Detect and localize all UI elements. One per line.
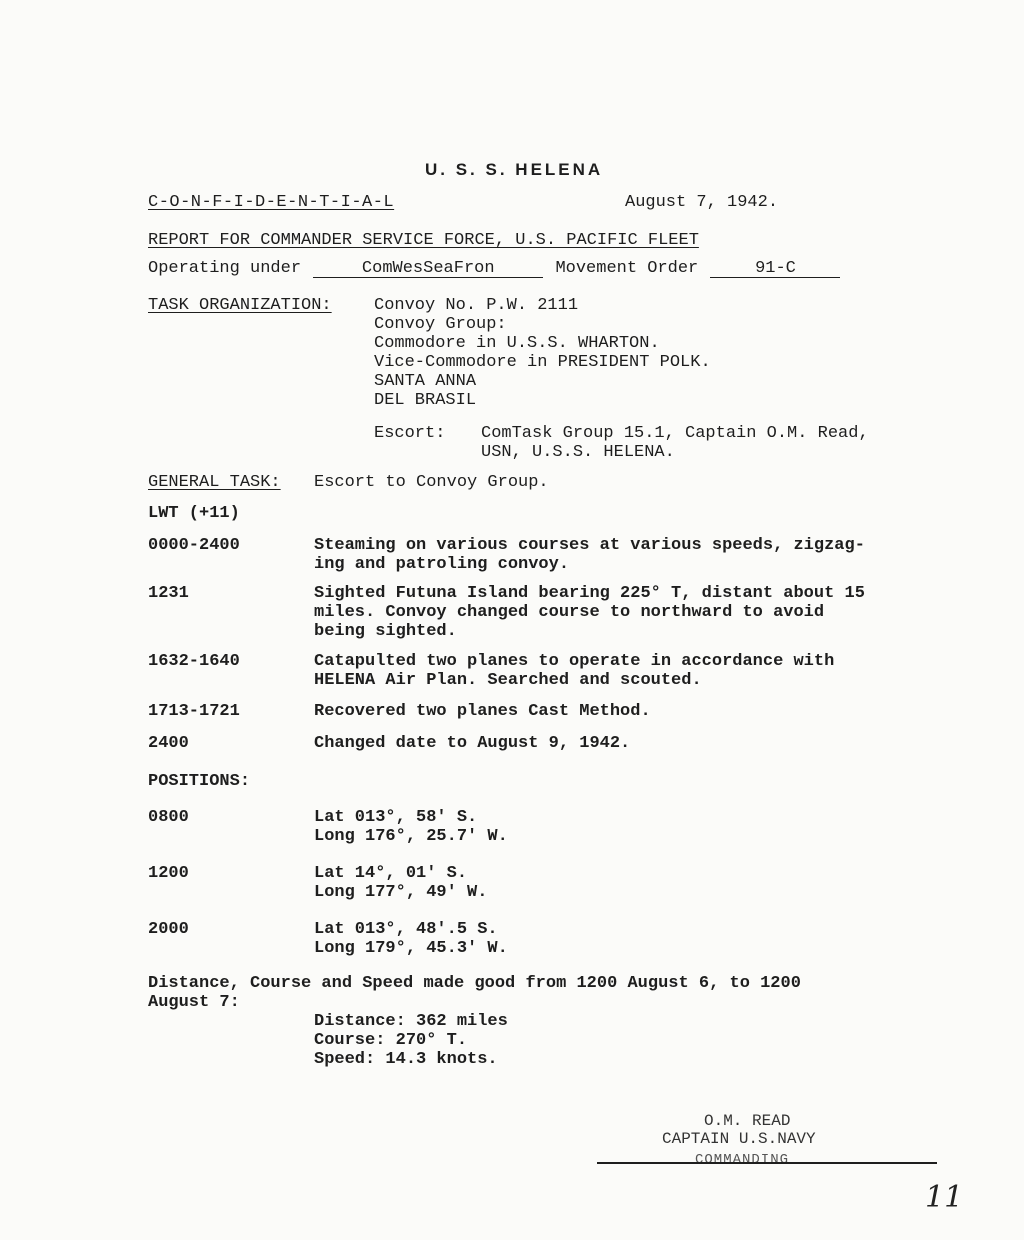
log-entry-text [314, 652, 834, 690]
task-org-line: Convoy Group: [374, 315, 507, 334]
operating-value: ComWesSeaFron [313, 260, 543, 278]
operating-line [148, 259, 840, 278]
classification-stamp: C-O-N-F-I-D-E-N-T-I-A-L [148, 193, 395, 212]
log-time: 0000-2400 [148, 536, 240, 555]
log-entry-text [314, 536, 865, 574]
latitude: Lat 013°, 58' S. [314, 808, 478, 827]
position-coords [314, 808, 508, 846]
position-time: 2000 [148, 920, 189, 939]
general-task-label: GENERAL TASK: [148, 473, 281, 492]
escort-lines [481, 424, 869, 462]
signature-rule [597, 1162, 937, 1164]
log-line: Sighted Futuna Island bearing 225° T, distant about 15 [314, 584, 865, 603]
task-org-line: Convoy No. P.W. 2111 [374, 296, 579, 315]
log-line: Steaming on various courses at various speeds, zigzag- [314, 536, 865, 555]
log-entry-text [314, 584, 865, 641]
operating-label: Operating under [148, 259, 302, 278]
escort-line: ComTask Group 15.1, Captain O.M. Read, [481, 424, 869, 443]
course-made-good: Course: 270° T. [314, 1031, 468, 1050]
made-good-values [314, 1012, 508, 1069]
task-org-line: Commodore in U.S.S. WHARTON. [374, 334, 660, 353]
position-time: 0800 [148, 808, 189, 827]
report-date: August 7, 1942. [625, 193, 779, 212]
log-time: 1632-1640 [148, 652, 240, 671]
longitude: Long 176°, 25.7' W. [314, 827, 508, 846]
task-org-line: SANTA ANNA [374, 372, 477, 391]
signature-rank: CAPTAIN U.S.NAVY [662, 1130, 816, 1148]
task-organization-lines [374, 296, 711, 410]
made-good-heading-line: August 7: [148, 993, 240, 1012]
general-task-value: Escort to Convoy Group. [314, 473, 549, 492]
log-entry-text [314, 702, 651, 721]
signature-name: O.M. READ [704, 1112, 791, 1130]
longitude: Long 177°, 49' W. [314, 883, 488, 902]
distance-made-good: Distance: 362 miles [314, 1012, 508, 1031]
log-time: 1231 [148, 584, 189, 603]
positions-label: POSITIONS: [148, 772, 251, 791]
log-line: Catapulted two planes to operate in accordance with [314, 652, 835, 671]
speed-made-good: Speed: 14.3 knots. [314, 1050, 498, 1069]
movement-value: 91-C [710, 260, 840, 278]
task-org-line: Vice-Commodore in PRESIDENT POLK. [374, 353, 711, 372]
log-line: HELENA Air Plan. Searched and scouted. [314, 671, 702, 690]
log-line: Recovered two planes Cast Method. [314, 702, 651, 721]
log-line: ing and patroling convoy. [314, 555, 570, 574]
latitude: Lat 14°, 01' S. [314, 864, 468, 883]
log-line: Changed date to August 9, 1942. [314, 734, 631, 753]
task-org-line: DEL BRASIL [374, 391, 477, 410]
time-zone: LWT (+11) [148, 504, 240, 523]
signature-role: COMMANDING [695, 1152, 790, 1168]
task-organization-label: TASK ORGANIZATION: [148, 296, 332, 315]
made-good-heading [148, 974, 801, 1012]
page-number: 11 [925, 1180, 964, 1215]
log-entry-text [314, 734, 630, 753]
position-time: 1200 [148, 864, 189, 883]
position-coords [314, 920, 508, 958]
log-line: miles. Convoy changed course to northward to avoid [314, 603, 825, 622]
log-line: being sighted. [314, 622, 457, 641]
log-time: 2400 [148, 734, 189, 753]
log-time: 1713-1721 [148, 702, 240, 721]
report-title: REPORT FOR COMMANDER SERVICE FORCE, U.S. PACIFIC FLEET [148, 231, 699, 250]
latitude: Lat 013°, 48'.5 S. [314, 920, 498, 939]
position-coords [314, 864, 487, 902]
escort-label: Escort: [374, 424, 446, 443]
made-good-heading-line: Distance, Course and Speed made good from 1200 August 6, to 1200 [148, 974, 801, 993]
movement-label: Movement Order [555, 259, 699, 278]
escort-line: USN, U.S.S. HELENA. [481, 443, 675, 462]
longitude: Long 179°, 45.3' W. [314, 939, 508, 958]
ship-title: U. S. S. HELENA [425, 160, 604, 179]
